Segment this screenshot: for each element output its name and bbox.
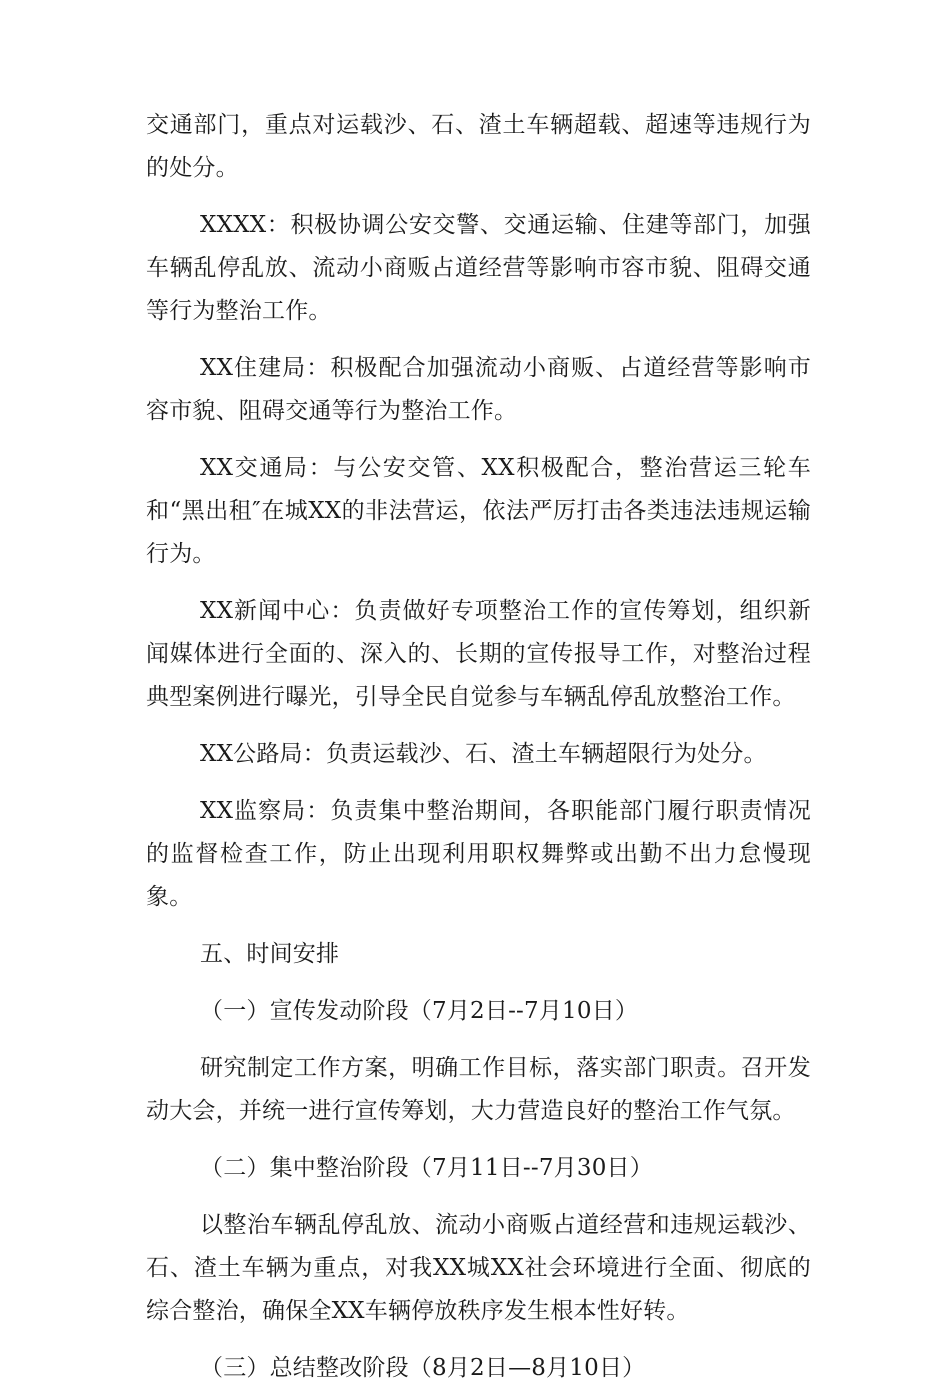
paragraph-city-duty: XXXX：积极协调公安交警、交通运输、住建等部门，加强车辆乱停乱放、流动小商贩占道经营等影响市容市貌、阻碍交通等行为整治工作。 [146, 212, 811, 324]
section-heading-schedule: 五、时间安排 [200, 941, 340, 967]
subheading-phase-three: （三）总结整改阶段（8月2日—8月10日） [200, 1355, 646, 1381]
paragraph-transport-bureau: XX交通局：与公安交管、XX积极配合，整治营运三轮车和“黑出租″在城XX的非法营运，依法严厉打击各类违法违规运输行为。 [146, 455, 811, 567]
paragraph-supervision-bureau: XX监察局：负责集中整治期间，各职能部门履行职责情况的监督检查工作，防止出现利用职权舞弊或出勤不出力怠慢现象。 [146, 798, 811, 910]
subheading-phase-one: （一）宣传发动阶段（7月2日--7月10日） [200, 998, 639, 1024]
paragraph-phase-one: 研究制定工作方案，明确工作目标，落实部门职责。召开发动大会，并统一进行宣传筹划，大力营造良好的整治工作气氛。 [146, 1055, 811, 1124]
subheading-phase-two: （二）集中整治阶段（7月11日--7月30日） [200, 1155, 653, 1181]
paragraph-phase-two: 以整治车辆乱停乱放、流动小商贩占道经营和违规运载沙、石、渣土车辆为重点，对我XX城XX社会环境进行全面、彻底的综合整治，确保全XX车辆停放秩序发生根本性好转。 [146, 1212, 811, 1324]
document-page [146, 104, 811, 1390]
paragraph-news-center: XX新闻中心：负责做好专项整治工作的宣传筹划，组织新闻媒体进行全面的、深入的、长期的宣传报导工作，对整治过程典型案例进行曝光，引导全民自觉参与车辆乱停乱放整治工作。 [146, 598, 811, 710]
paragraph-highway-bureau: XX公路局：负责运载沙、石、渣土车辆超限行为处分。 [200, 741, 767, 767]
paragraph-continuation: 交通部门，重点对运载沙、石、渣土车辆超载、超速等违规行为的处分。 [146, 112, 811, 181]
paragraph-housing-bureau: XX住建局：积极配合加强流动小商贩、占道经营等影响市容市貌、阻碍交通等行为整治工作。 [146, 355, 811, 424]
